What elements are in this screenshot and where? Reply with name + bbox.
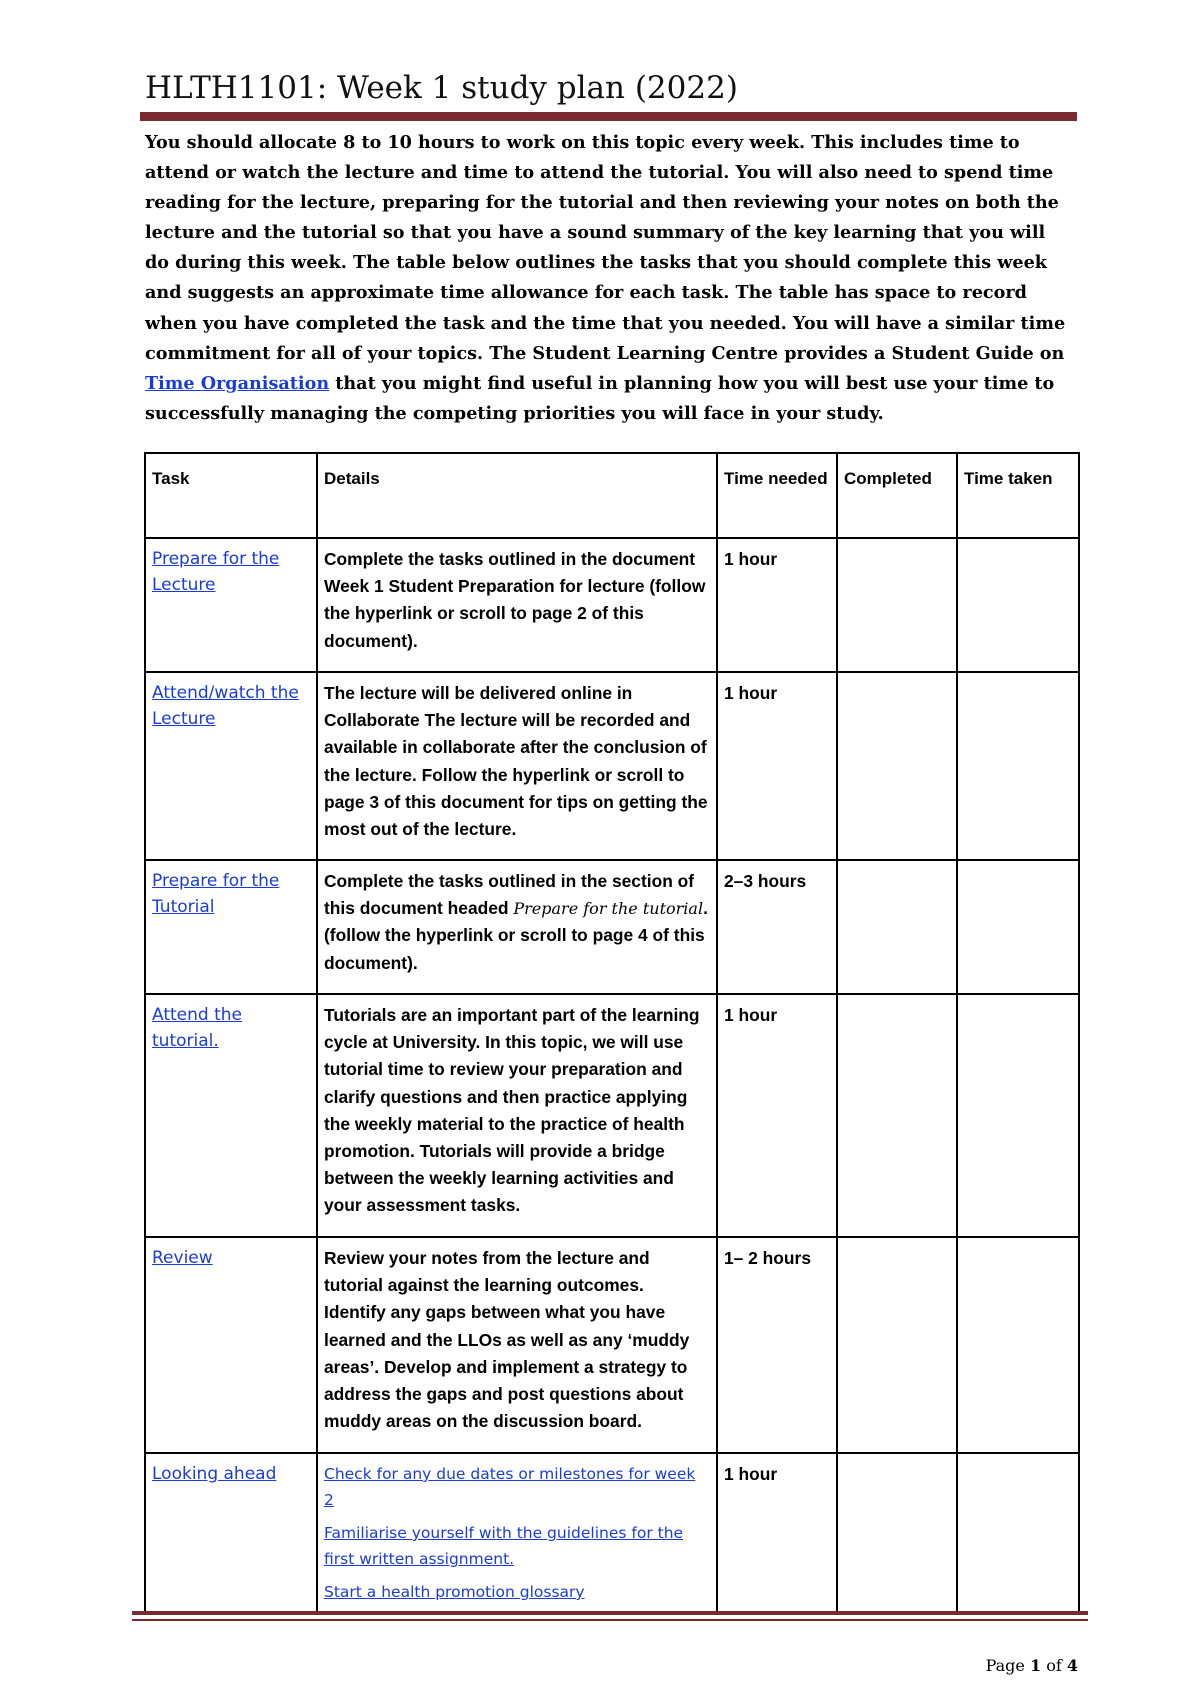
time-needed-cell: 1 hour — [717, 538, 837, 672]
footer-divider — [132, 1611, 1088, 1615]
task-cell — [145, 538, 317, 672]
page-total: 4 — [1066, 1656, 1078, 1675]
time-taken-cell[interactable] — [957, 538, 1079, 672]
task-link-prepare-lecture[interactable]: Prepare for the Lecture — [152, 549, 280, 595]
time-taken-cell[interactable] — [957, 1237, 1079, 1453]
assignment-guidelines-link[interactable]: Familiarise yourself with the guidelines for the first written assignment. — [324, 1524, 684, 1568]
time-needed-cell: 1 hour — [717, 1453, 837, 1614]
table-row — [145, 994, 1079, 1237]
footer-divider-thin — [132, 1619, 1088, 1621]
task-link-looking-ahead[interactable]: Looking ahead — [152, 1464, 277, 1484]
header-time-needed: Time needed — [717, 453, 837, 538]
details-text-end: . (follow the hyperlink or scroll to page 4 of this document). — [324, 898, 708, 973]
time-taken-cell[interactable] — [957, 1453, 1079, 1614]
table-row — [145, 672, 1079, 860]
completed-cell[interactable] — [837, 994, 957, 1237]
page-of: of — [1046, 1656, 1062, 1675]
task-cell — [145, 672, 317, 860]
task-cell — [145, 1237, 317, 1453]
intro-text-end: that you might find useful in planning how you will best use your time to successfully managing the competing priorities you will face in your study. — [145, 372, 1055, 424]
table-row — [145, 860, 1079, 994]
completed-cell[interactable] — [837, 860, 957, 994]
details-cell: The lecture will be delivered online in Collaborate The lecture will be recorded and available in collaborate after the conclusion of the lecture. Follow the hyperlink or scroll to page 3 of this document for tips on getting the most out of the lecture. — [317, 672, 717, 860]
glossary-link[interactable]: Start a health promotion glossary — [324, 1583, 585, 1601]
table-row — [145, 1237, 1079, 1453]
time-organisation-link[interactable]: Time Organisation — [145, 372, 330, 394]
task-link-attend-tutorial[interactable]: Attend the tutorial. — [152, 1005, 242, 1051]
page-number — [986, 1656, 1078, 1675]
table-row — [145, 1453, 1079, 1614]
table-row — [145, 538, 1079, 672]
page-label: Page — [985, 1656, 1025, 1675]
time-needed-cell: 1 hour — [717, 994, 837, 1237]
task-cell — [145, 860, 317, 994]
header-time-taken: Time taken — [957, 453, 1079, 538]
time-needed-cell: 1– 2 hours — [717, 1237, 837, 1453]
details-italic-text: Prepare for the tutorial — [513, 899, 704, 919]
details-text: Complete the tasks outlined in the section of this document headed — [324, 871, 695, 919]
details-cell: Tutorials are an important part of the learning cycle at University. In this topic, we will use tutorial time to review your preparation and clarify questions and then practice applying the weekly material to the practice of health promotion. Tutorials will provide a bridge between the weekly learning activities and your assessment tasks. — [317, 994, 717, 1237]
intro-paragraph — [145, 128, 1075, 429]
time-taken-cell[interactable] — [957, 860, 1079, 994]
time-needed-cell: 1 hour — [717, 672, 837, 860]
time-taken-cell[interactable] — [957, 994, 1079, 1237]
time-needed-cell: 2–3 hours — [717, 860, 837, 994]
page-title: HLTH1101: Week 1 study plan (2022) — [145, 70, 738, 106]
study-plan-table — [144, 452, 1080, 1615]
task-cell — [145, 994, 317, 1237]
due-dates-link[interactable]: Check for any due dates or milestones for week 2 — [324, 1465, 696, 1509]
completed-cell[interactable] — [837, 538, 957, 672]
header-details: Details — [317, 453, 717, 538]
details-cell — [317, 860, 717, 994]
header-completed: Completed — [837, 453, 957, 538]
completed-cell[interactable] — [837, 1237, 957, 1453]
task-link-review[interactable]: Review — [152, 1248, 213, 1268]
time-taken-cell[interactable] — [957, 672, 1079, 860]
table-header-row — [145, 453, 1079, 538]
task-link-attend-lecture[interactable]: Attend/watch the Lecture — [152, 683, 299, 729]
task-link-prepare-tutorial[interactable]: Prepare for the Tutorial — [152, 871, 280, 917]
intro-text: You should allocate 8 to 10 hours to work on this topic every week. This includes time to attend or watch the lecture and time to attend the tutorial. You will also need to spend time reading for the lecture, preparing for the tutorial and then reviewing your notes on both the lecture and the tutorial so that you have a sound summary of the key learning that you will do during this week. The table below outlines the tasks that you should complete this week and suggests an approximate time allowance for each task. The table has space to record when you have completed the task and the time that you needed. You will have a similar time commitment for all of your topics. The Student Learning Centre provides a Student Guide on — [145, 132, 1066, 364]
task-cell — [145, 1453, 317, 1614]
completed-cell[interactable] — [837, 672, 957, 860]
details-cell: Complete the tasks outlined in the document Week 1 Student Preparation for lecture (follow the hyperlink or scroll to page 2 of this document). — [317, 538, 717, 672]
title-divider — [140, 112, 1077, 121]
details-cell — [317, 1453, 717, 1614]
details-cell: Review your notes from the lecture and tutorial against the learning outcomes. Identify any gaps between what you have learned and the LLOs as well as any ‘muddy areas’. Develop and implement a strategy to address the gaps and post questions about muddy areas on the discussion board. — [317, 1237, 717, 1453]
completed-cell[interactable] — [837, 1453, 957, 1614]
page-current: 1 — [1029, 1656, 1042, 1675]
header-task: Task — [145, 453, 317, 538]
